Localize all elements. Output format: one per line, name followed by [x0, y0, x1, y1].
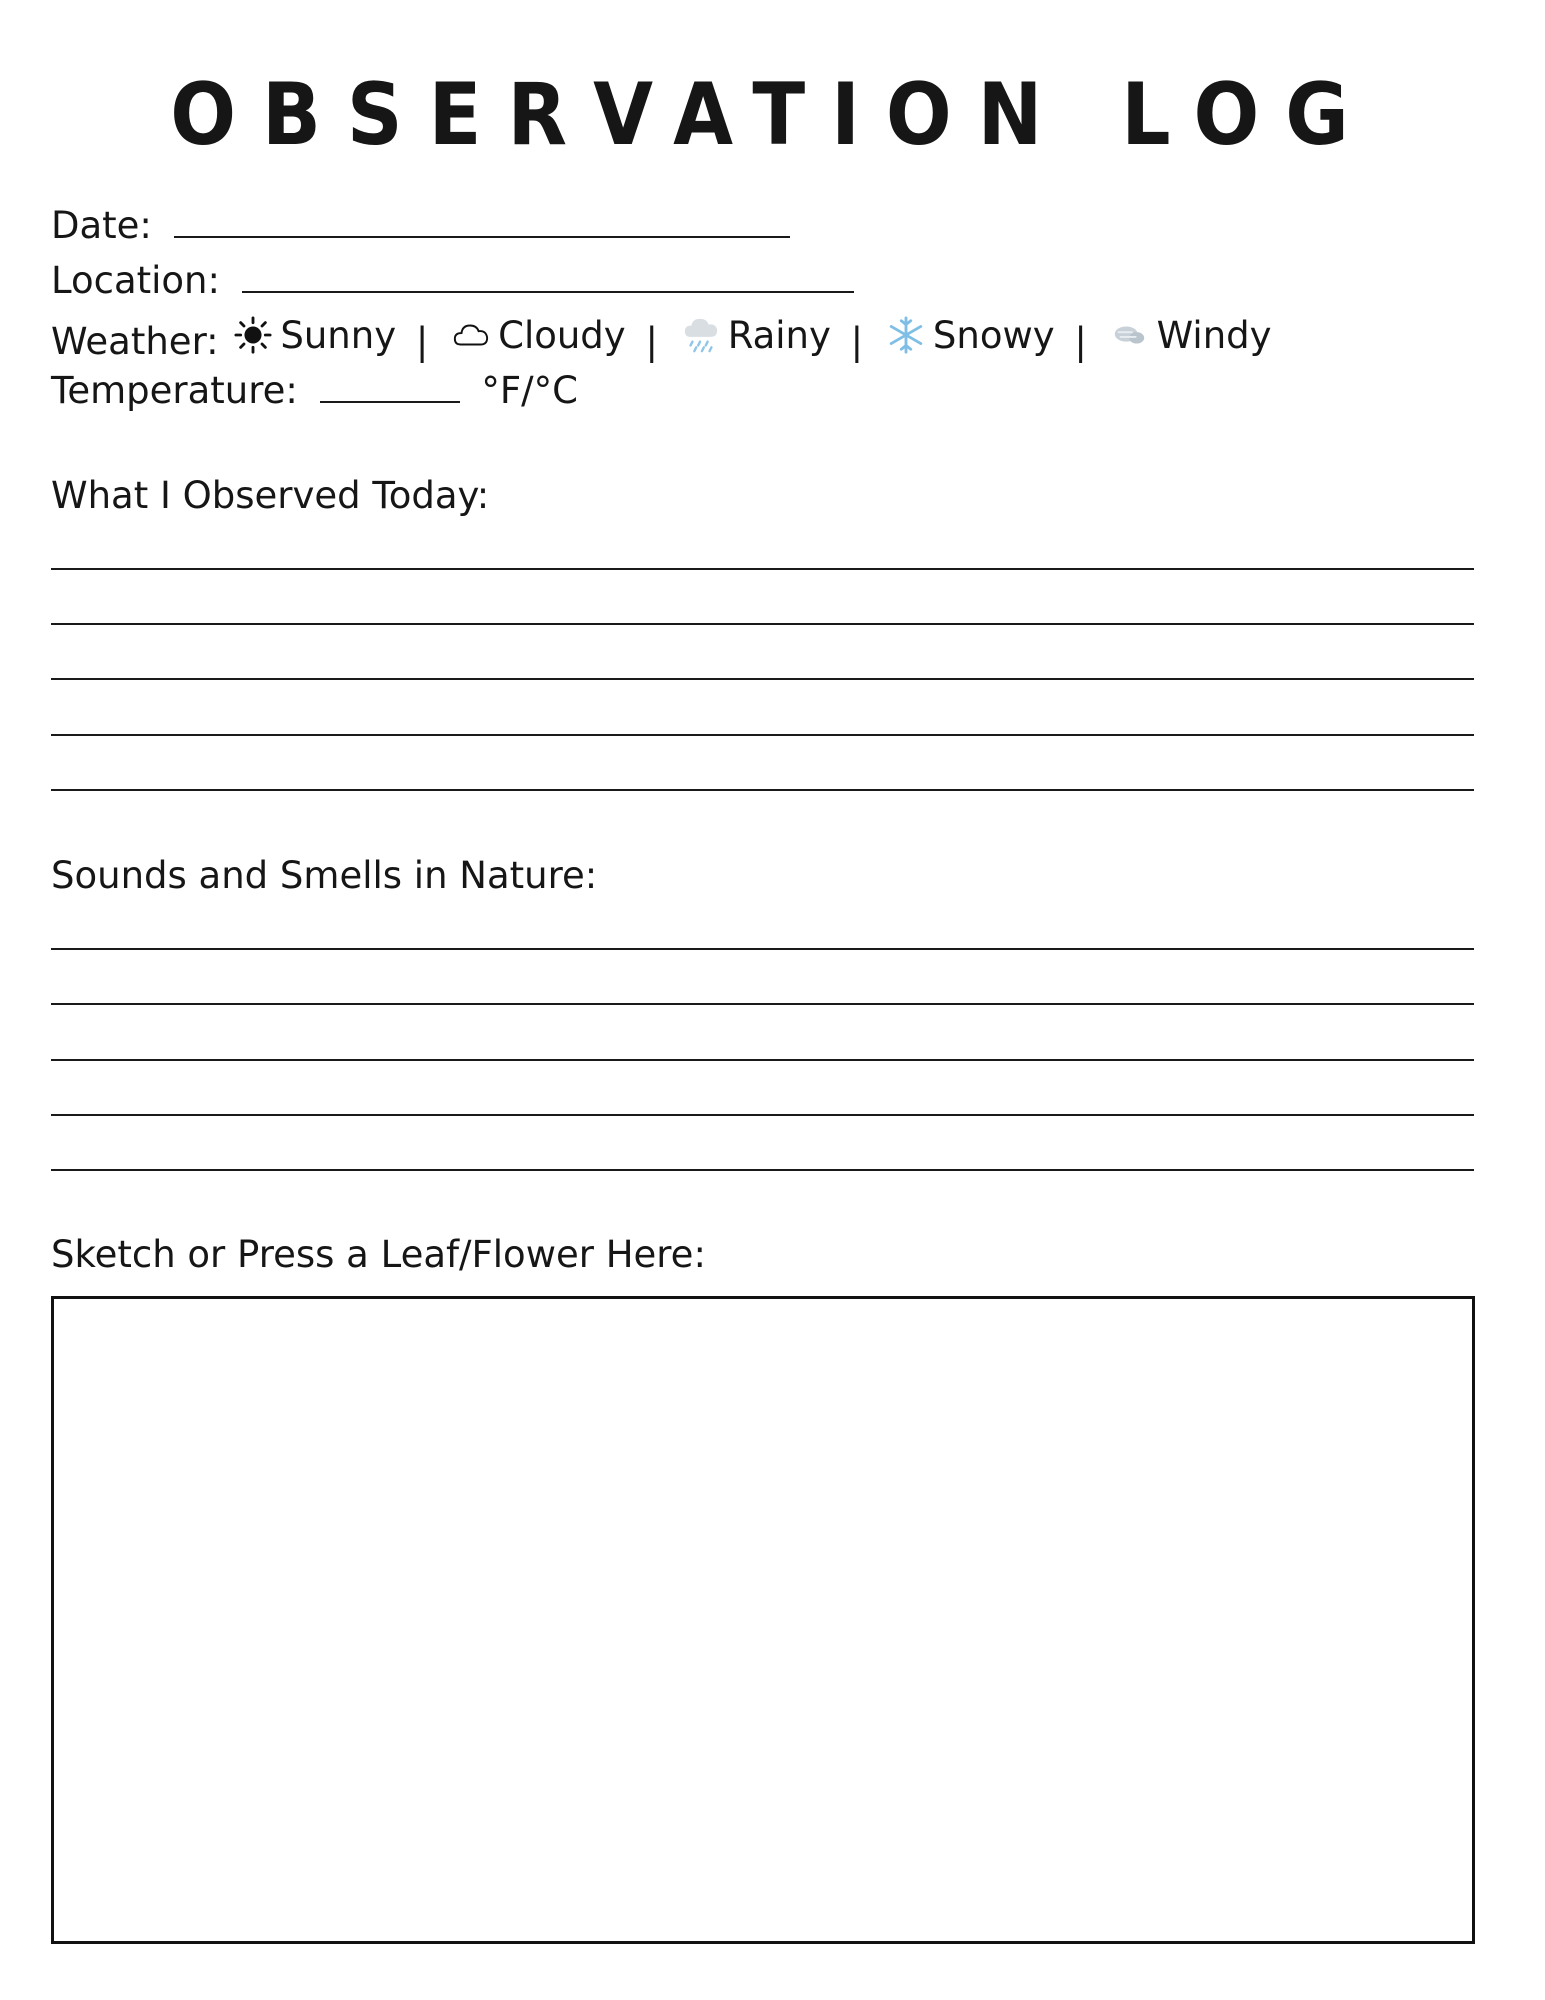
observed-writing-line[interactable] [51, 623, 1474, 625]
sounds-writing-line[interactable] [51, 1059, 1474, 1061]
weather-option-windy[interactable] [1107, 313, 1272, 357]
observed-heading: What I Observed Today: [51, 474, 490, 517]
weather-option-label: Snowy [932, 313, 1055, 357]
weather-option-sunny[interactable] [230, 313, 397, 357]
observed-writing-line[interactable] [51, 734, 1474, 736]
weather-separator: | [415, 320, 429, 363]
observed-writing-line[interactable] [51, 568, 1474, 570]
sounds-writing-line[interactable] [51, 1169, 1474, 1171]
sketch-heading: Sketch or Press a Leaf/Flower Here: [51, 1233, 706, 1276]
sounds-writing-line[interactable] [51, 1114, 1474, 1116]
weather-option-snowy[interactable] [883, 313, 1055, 357]
weather-separator: | [645, 320, 658, 363]
location-row [51, 259, 854, 302]
temperature-unit: °F/°C [481, 369, 578, 412]
location-field[interactable] [242, 261, 854, 293]
temperature-row [51, 369, 578, 412]
date-row [51, 204, 790, 247]
date-label: Date: [51, 204, 152, 247]
weather-option-rainy[interactable] [678, 313, 831, 357]
sketch-box[interactable] [51, 1296, 1475, 1944]
weather-option-label: Cloudy [498, 313, 626, 357]
snowflake-icon [887, 316, 925, 354]
weather-option-label: Windy [1156, 313, 1272, 357]
sounds-writing-line[interactable] [51, 1003, 1474, 1005]
weather-option-label: Rainy [727, 313, 831, 357]
cloud-icon [452, 316, 490, 354]
page-title: OBSERVATION LOG [170, 65, 1375, 165]
weather-option-cloudy[interactable] [448, 313, 626, 357]
wind-icon [1111, 316, 1149, 354]
weather-label: Weather: [51, 320, 219, 363]
weather-separator: | [1074, 320, 1087, 363]
observed-writing-line[interactable] [51, 678, 1474, 680]
sun-icon [234, 316, 272, 354]
sounds-writing-line[interactable] [51, 948, 1474, 950]
observed-writing-line[interactable] [51, 789, 1474, 791]
sounds-heading: Sounds and Smells in Nature: [51, 854, 598, 897]
rain-cloud-icon [682, 316, 720, 354]
weather-row [51, 313, 1272, 363]
temperature-field[interactable] [320, 371, 460, 403]
date-field[interactable] [174, 206, 790, 238]
temperature-label: Temperature: [51, 369, 298, 412]
location-label: Location: [51, 259, 220, 302]
weather-option-label: Sunny [280, 313, 397, 357]
weather-separator: | [850, 320, 864, 363]
